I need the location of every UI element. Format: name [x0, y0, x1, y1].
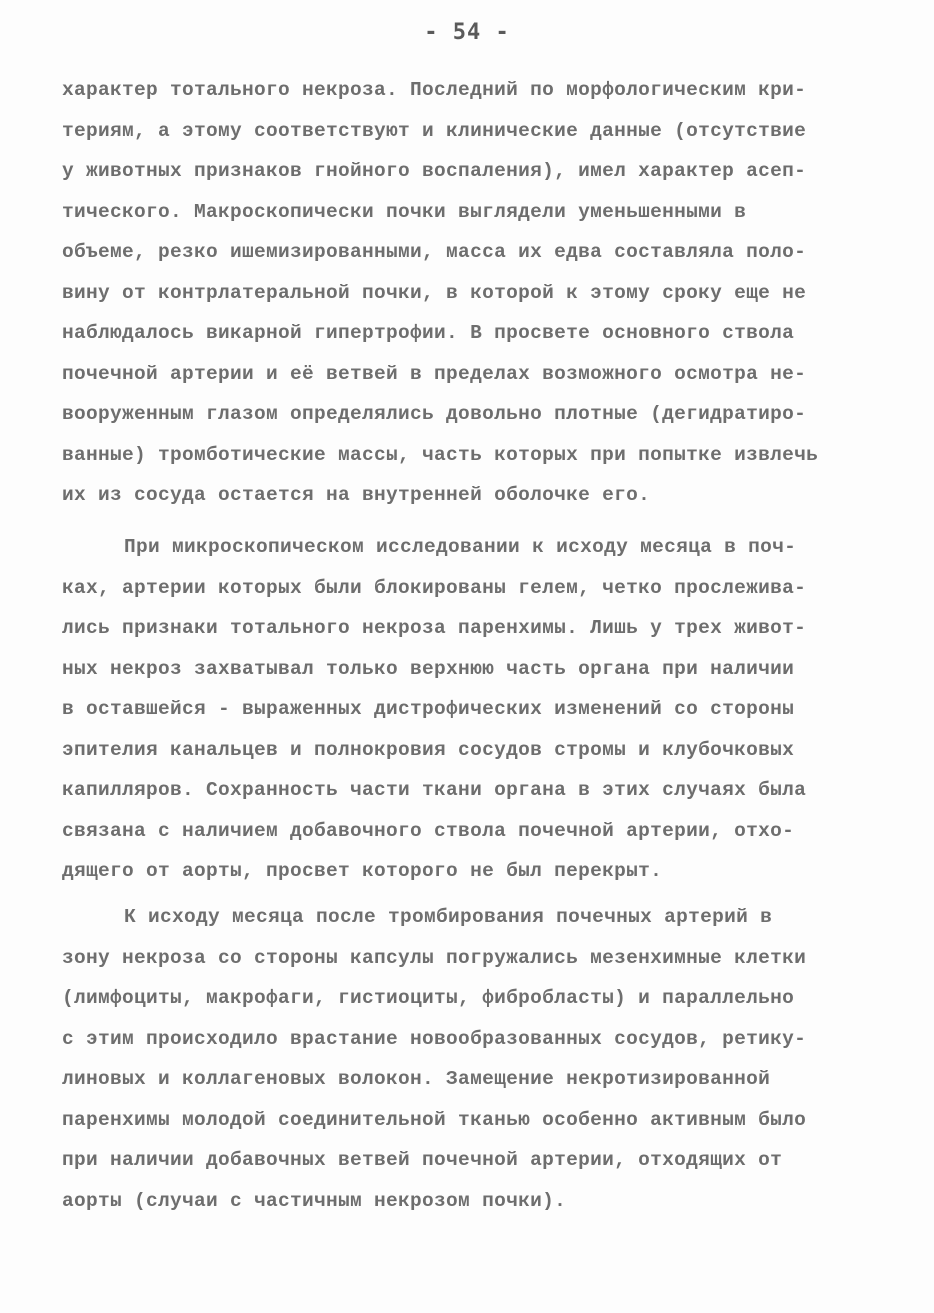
text-line: лись признаки тотального некроза паренхимы. Лишь у трех живот-	[62, 617, 807, 639]
paragraph-3	[62, 897, 874, 1221]
text-line: аорты (случаи с частичным некрозом почки).	[62, 1189, 567, 1212]
text-line: их из сосуда остается на внутренней оболочке его.	[62, 484, 651, 506]
text-line: паренхимы молодой соединительной тканью особенно активным было	[62, 1108, 807, 1131]
text-line: у животных признаков гнойного воспаления), имел характер асеп-	[62, 160, 807, 182]
page-number: - 54 -	[424, 20, 510, 45]
text-line: зону некроза со стороны капсулы погружались мезенхимные клетки	[62, 946, 807, 969]
text-line: характер тотального некроза. Последний по морфологическим кри-	[62, 79, 807, 101]
text-line: капилляров. Сохранность части ткани органа в этих случаях была	[62, 779, 807, 801]
text-line: связана с наличием добавочного ствола почечной артерии, отхо-	[62, 819, 795, 842]
text-line: вооруженным глазом определялись довольно плотные (дегидратиро-	[62, 403, 807, 425]
text-line: эпителия канальцев и полнокровия сосудов стромы и клубочковых	[62, 738, 795, 761]
text-line: (лимфоциты, макрофаги, гистиоциты, фибробласты) и параллельно	[62, 987, 795, 1009]
paragraph-1	[62, 70, 874, 516]
text-line: К исходу месяца после тромбирования почечных артерий в	[124, 906, 773, 928]
text-line: с этим происходило врастание новообразованных сосудов, ретику-	[62, 1027, 807, 1050]
text-line: При микроскопическом исследовании к исходу месяца в поч-	[124, 536, 797, 558]
paragraph-2	[62, 527, 874, 892]
text-line: линовых и коллагеновых волокон. Замещение некротизированной	[62, 1068, 771, 1090]
text-line: ных некроз захватывал только верхнюю часть органа при наличии	[62, 657, 795, 680]
text-line: ванные) тромботические массы, часть которых при попытке извлечь	[62, 443, 819, 466]
text-line: вину от контрлатеральной почки, в которой к этому сроку еще не	[62, 281, 807, 304]
text-line: почечной артерии и её ветвей в пределах возможного осмотра не-	[62, 362, 807, 385]
text-line: териям, а этому соответствуют и клинические данные (отсутствие	[62, 119, 807, 142]
text-line: объеме, резко ишемизированными, масса их едва составляла поло-	[62, 241, 807, 263]
text-line: в оставшейся - выраженных дистрофических изменений со стороны	[62, 698, 795, 720]
text-line: тического. Макроскопически почки выглядели уменьшенными в	[62, 200, 747, 223]
text-line: при наличии добавочных ветвей почечной артерии, отходящих от	[62, 1149, 783, 1171]
text-line: ках, артерии которых были блокированы гелем, четко прослежива-	[62, 576, 807, 599]
text-line: наблюдалось викарной гипертрофии. В просвете основного ствола	[62, 322, 795, 344]
text-line: дящего от аорты, просвет которого не был перекрыт.	[62, 860, 663, 882]
